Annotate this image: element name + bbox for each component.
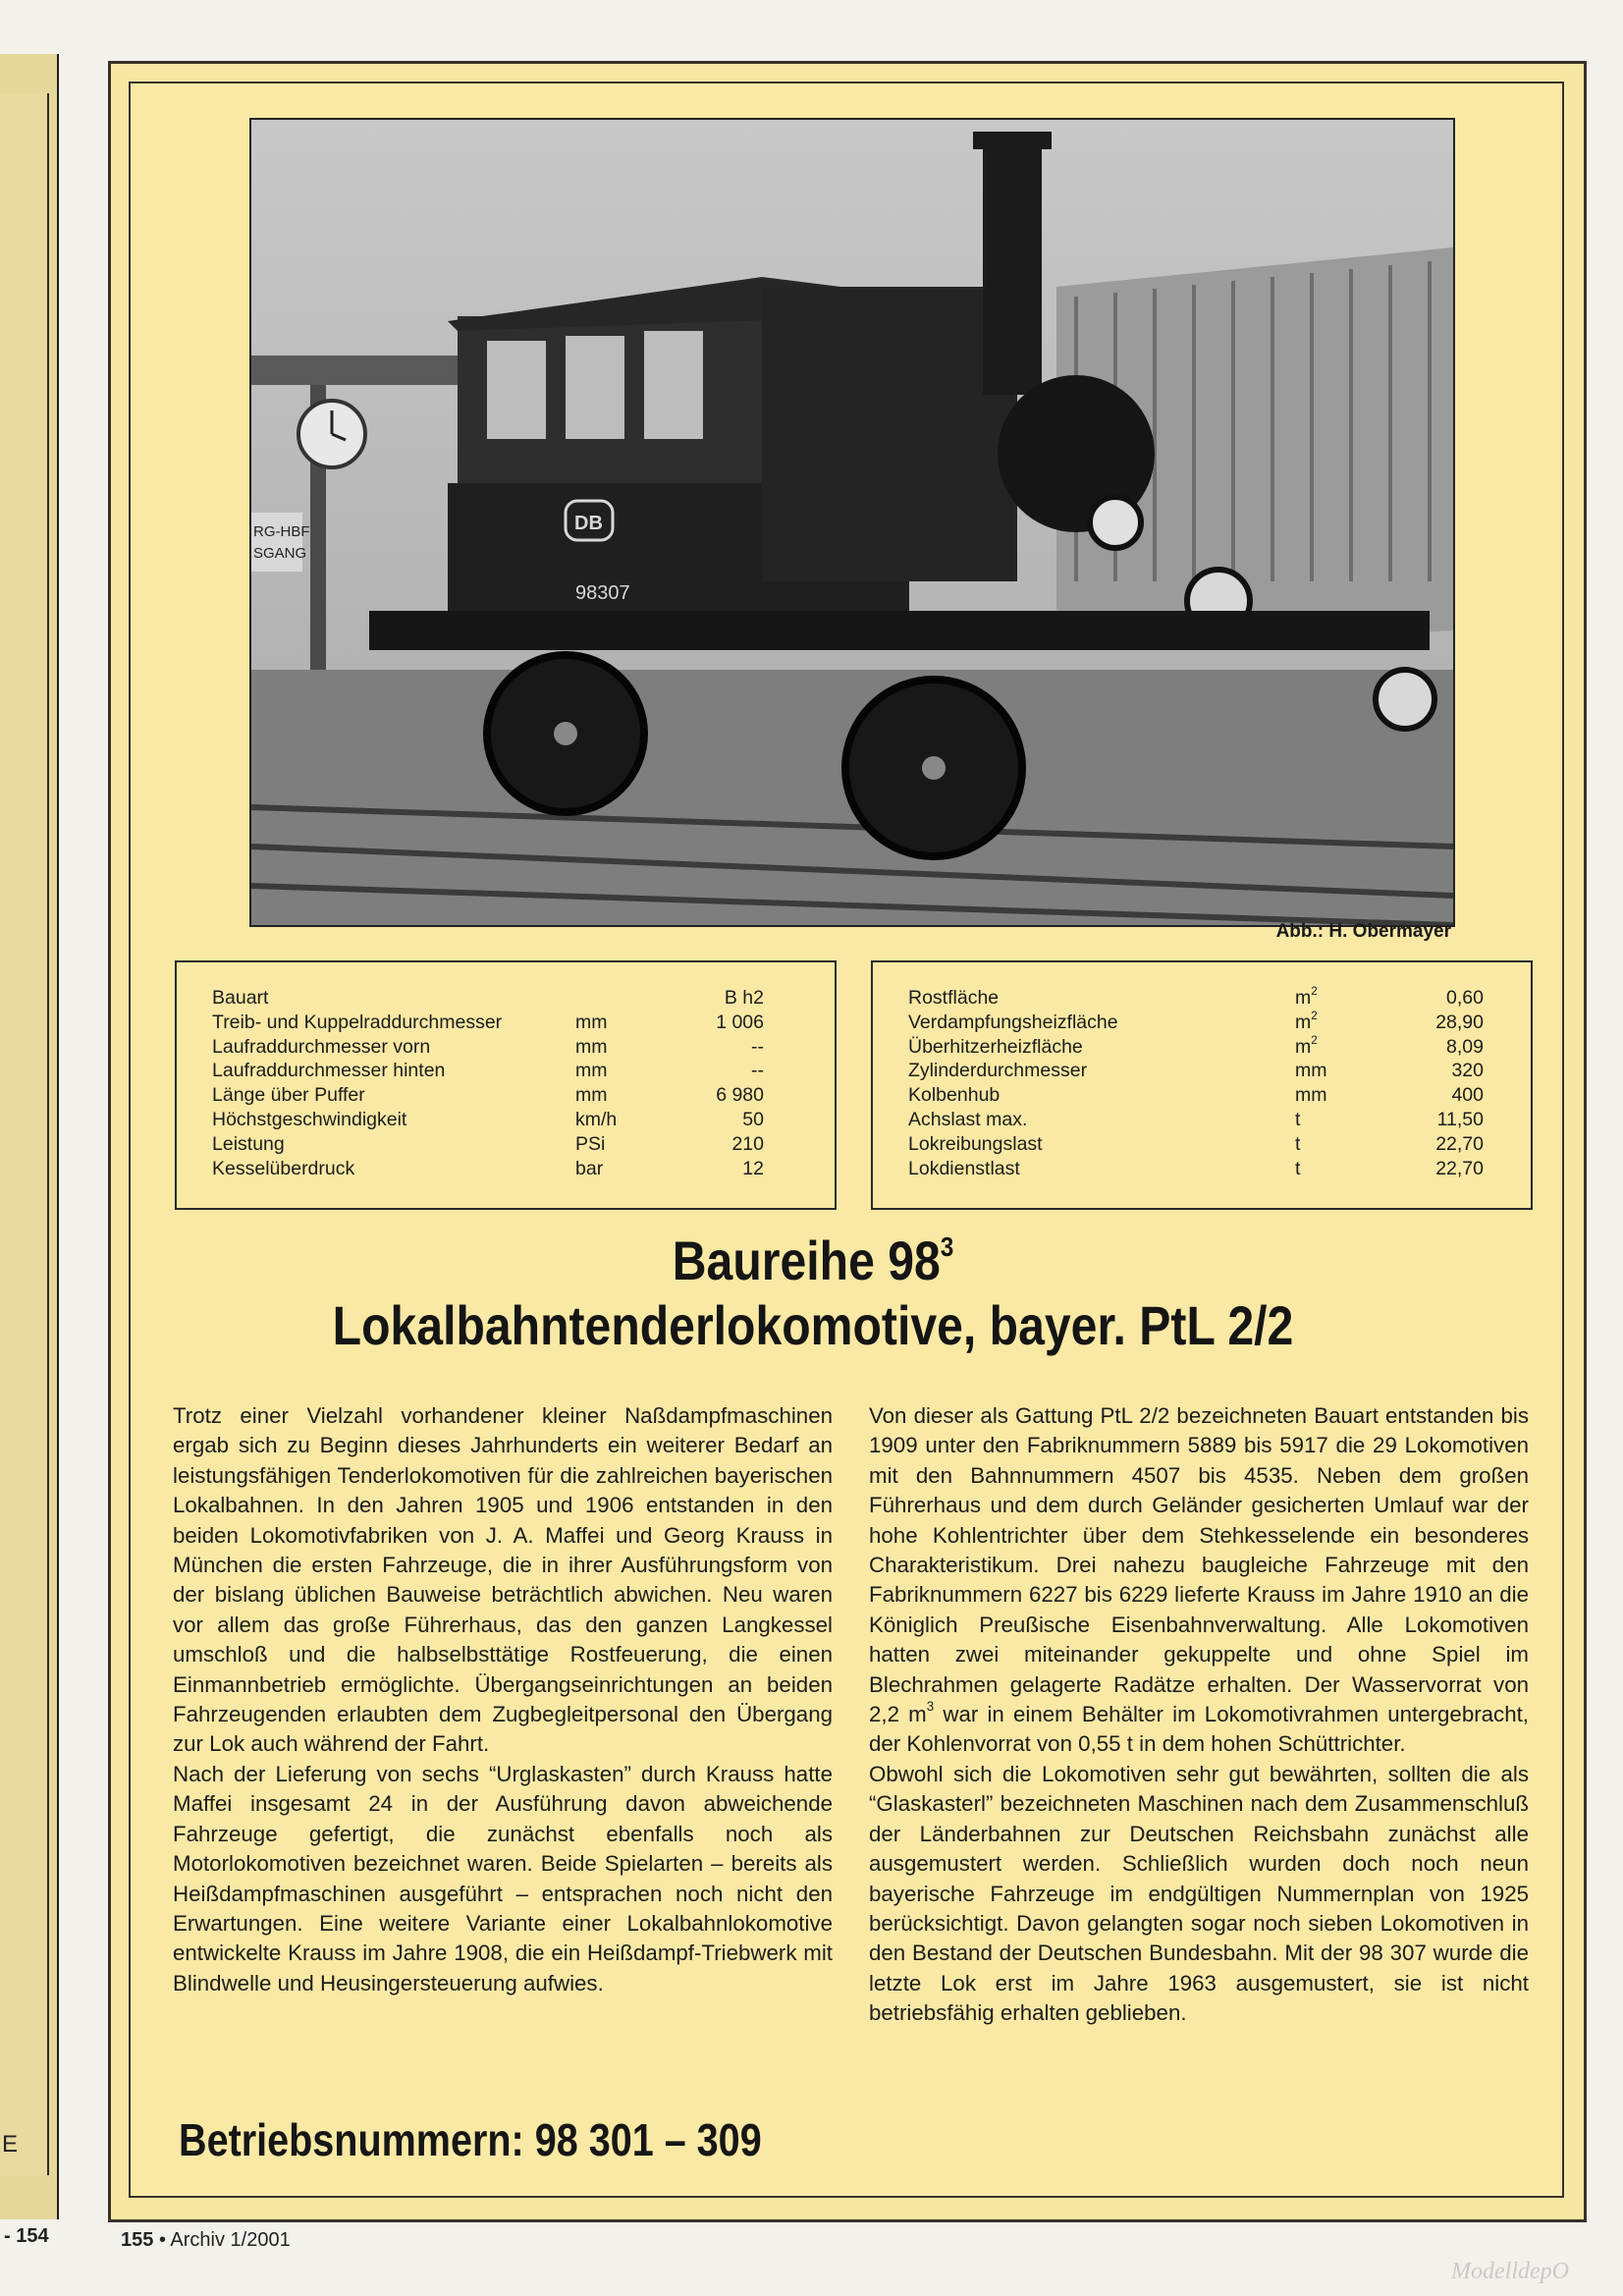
body-paragraph	[869, 1401, 1529, 1760]
spec-row	[908, 1157, 1484, 1181]
title-text: Baureihe 98	[672, 1230, 941, 1291]
previous-page-number: - 154	[4, 2225, 49, 2247]
spec-label: Kesselüberdruck	[212, 1157, 355, 1179]
spec-row	[212, 1108, 764, 1132]
spec-row	[212, 986, 764, 1011]
spec-unit: km/h	[575, 1108, 618, 1130]
loco-front-body	[762, 287, 1017, 581]
spec-unit: PSi	[575, 1132, 606, 1155]
spec-value: --	[751, 1060, 764, 1082]
spec-unit: mm	[1295, 1060, 1327, 1082]
spec-value: 22,70	[1435, 1132, 1484, 1155]
spec-label: Länge über Puffer	[212, 1084, 365, 1107]
spec-value: 1 006	[716, 1011, 764, 1033]
station-sign	[251, 513, 302, 572]
spec-label: Kolbenhub	[908, 1084, 1001, 1107]
station-sign-line1: RG-HBF	[253, 523, 310, 540]
spec-row	[908, 1083, 1484, 1108]
frame-buffers	[369, 611, 1430, 650]
db-logo-text: DB	[574, 513, 603, 534]
spec-unit	[575, 986, 674, 1011]
loco-chimney	[983, 139, 1042, 395]
spec-label: Überhitzerheizfläche	[908, 1035, 1083, 1058]
spec-value: 50	[742, 1108, 764, 1130]
spec-row	[212, 1011, 764, 1035]
spec-table-right	[871, 960, 1533, 1210]
spec-unit: mm	[575, 1060, 608, 1082]
spec-unit: t	[1295, 1132, 1301, 1155]
spec-label: Lokreibungslast	[908, 1132, 1043, 1155]
previous-page-edge	[0, 54, 59, 2219]
publication-name: Archiv 1/2001	[170, 2229, 291, 2251]
spec-value: 12	[742, 1157, 764, 1179]
title-superscript: 3	[940, 1231, 954, 1262]
station-sign-line2: SGANG	[253, 545, 307, 562]
spec-label: Achslast max.	[908, 1108, 1028, 1130]
spec-value: 400	[1451, 1084, 1484, 1107]
spec-value: 6 980	[716, 1084, 764, 1107]
spec-row	[212, 1059, 764, 1083]
spec-label: Laufraddurchmesser vorn	[212, 1035, 431, 1058]
body-superscript: 3	[926, 1699, 935, 1715]
front-lamp	[1090, 497, 1141, 548]
previous-page-glyph: E	[2, 2131, 19, 2158]
page-number: 155	[121, 2229, 154, 2251]
spec-row	[908, 1132, 1484, 1157]
spec-unit: bar	[575, 1157, 604, 1179]
spec-table-left	[175, 960, 837, 1210]
spec-unit: t	[1295, 1108, 1301, 1130]
spec-label: Verdampfungsheizfläche	[908, 1011, 1118, 1033]
spec-unit: $m^2$	[1295, 985, 1318, 1009]
spec-unit: mm	[575, 1035, 608, 1058]
spec-row	[212, 1132, 764, 1157]
spec-label: Rostfläche	[908, 987, 1000, 1009]
spec-label: Höchstgeschwindigkeit	[212, 1108, 407, 1130]
spec-value: 28,90	[1435, 1011, 1484, 1033]
spec-row	[212, 1157, 764, 1181]
platform-canopy	[251, 355, 487, 385]
title-line-2: Lokalbahntenderlokomotive, bayer. PtL 2/2	[332, 1294, 1294, 1356]
spec-value: 320	[1451, 1060, 1484, 1082]
body-text: Von dieser als Gattung PtL 2/2 bezeichneten Bauart entstanden bis 1909 unter den Fabriknummern 5889 bis 5917 die 29 Lokomotiven mit den Bahnnummern 4507 bis 4535. Neben dem großen Führerhaus und dem durch Geländer gesicherten Umlauf war der hohe Kohlentrichter über dem Stehkesselende ein besonderes Charakteristikum. Drei nahezu baugleiche Fahrzeuge mit den Fabriknummern 6227 bis 6229 lieferte Krauss im Jahre 1910 an die Königlich Preußische Eisenbahnverwaltung. Alle Lokomotiven hatten zwei miteinander gekuppelte und ohne Spiel im Blechrahmen gelagerte Radätze erhalten. Der Wasservorrat von 2,2 m	[869, 1403, 1529, 1727]
spec-unit: mm	[1295, 1084, 1327, 1107]
spec-unit: mm	[575, 1084, 608, 1107]
locomotive-photo	[249, 118, 1455, 927]
spec-value: 22,70	[1435, 1157, 1484, 1179]
spec-label: Leistung	[212, 1132, 285, 1155]
spec-row	[212, 1035, 764, 1060]
spec-row	[212, 1083, 764, 1108]
body-paragraph: Nach der Lieferung von sechs “Urglaskasten” durch Krauss hatte Maffei insgesamt 24 in der Ausführung davon abweichende Fahrzeuge gefertigt, die zunächst ebenfalls noch als Motorlokomotiven bezeichnet waren. Beide Spielarten – bereits als Heißdampfmaschinen ausgeführt – entsprachen noch nicht den Erwartungen. Eine weitere Variante einer Lokalbahnlokomotive entwickelte Krauss im Jahre 1908, die ein Heißdampf-Triebwerk mit Blindwelle und Heusingersteuerung aufwies.	[173, 1761, 833, 1995]
spec-unit: $m^2$	[1295, 1009, 1318, 1033]
spec-row	[908, 1011, 1484, 1035]
spec-value: B h2	[724, 987, 764, 1009]
spec-value: 11,50	[1436, 1108, 1484, 1130]
body-column-right	[869, 1401, 1529, 2029]
body-column-left	[173, 1401, 833, 1998]
betriebsnummern-heading: Betriebsnummern: 98 301 – 309	[179, 2114, 762, 2165]
spec-value: --	[751, 1035, 764, 1058]
spec-row	[908, 1059, 1484, 1083]
footer-separator: •	[158, 2229, 166, 2251]
spec-label: Zylinderdurchmesser	[908, 1060, 1088, 1082]
spec-unit: mm	[575, 1011, 608, 1033]
photo-caption: Abb.: H. Obermayer	[1275, 921, 1451, 942]
spec-value: 210	[731, 1132, 764, 1155]
previous-page-panel	[0, 93, 49, 2175]
spec-unit: t	[1295, 1157, 1301, 1179]
spec-value: 8,09	[1446, 1035, 1484, 1058]
page-footer	[121, 2229, 291, 2252]
spec-row	[908, 1035, 1484, 1060]
spec-unit: $m^2$	[1295, 1033, 1318, 1058]
spec-label: Treib- und Kuppelraddurchmesser	[212, 1011, 503, 1033]
loco-number: 98307	[575, 582, 630, 604]
title-line-1	[264, 1230, 1362, 1292]
spec-value: 0,60	[1446, 987, 1484, 1009]
spec-label: Bauart	[212, 987, 269, 1009]
spec-row	[908, 986, 1484, 1011]
spec-row	[908, 1108, 1484, 1132]
body-text: war in einem Behälter im Lokomotivrahmen untergebracht, der Kohlenvorrat von 0,55 t in dem hohen Schüttrichter.	[869, 1702, 1529, 1757]
watermark: ModelldepO	[1451, 2259, 1569, 2284]
spec-label: Lokdienstlast	[908, 1157, 1020, 1179]
spec-label: Laufraddurchmesser hinten	[212, 1060, 446, 1082]
body-paragraph: Trotz einer Vielzahl vorhandener kleiner Naßdampfmaschinen ergab sich zu Beginn dieses Jahrhunderts ein weiterer Bedarf an leistungsfähigen Tenderlokomotiven für die zahlreichen bayerischen Lokalbahnen. In den Jahren 1905 und 1906 entstanden in den beiden Lokomotivfabriken von J. A. Maffei und Georg Krauss in München die ersten Fahrzeuge, die in ihrer Ausführungsform von der bislang üblichen Bauweise beträchtlich abwichen. Neu waren vor allem das große Führerhaus, das den ganzen Langkessel umschloß und die halbselbsttätige Rostfeuerung, die einen Einmannbetrieb ermöglichte. Übergangseinrichtungen an beiden Fahrzeugenden erlaubten dem Zugbegleitpersonal den Übergang zur Lok auch während der Fahrt.	[173, 1403, 833, 1757]
body-paragraph: Obwohl sich die Lokomotiven sehr gut bewährten, sollten die als “Glaskasterl” bezeichneten Maschinen nach dem Zusammenschluß der Länderbahnen zur Deutschen Reichsbahn zunächst alle ausgemustert werden. Schließlich wurden doch noch neun bayerische Fahrzeuge im endgültigen Nummernplan von 1925 berücksichtigt. Davon gelangten sogar noch sieben Lokomotiven in den Bestand der Deutschen Bundesbahn. Mit der 98 307 wurde die letzte Lok erst im Jahre 1963 ausgemustert, sie ist nicht betriebsfähig erhalten geblieben.	[869, 1761, 1529, 2026]
